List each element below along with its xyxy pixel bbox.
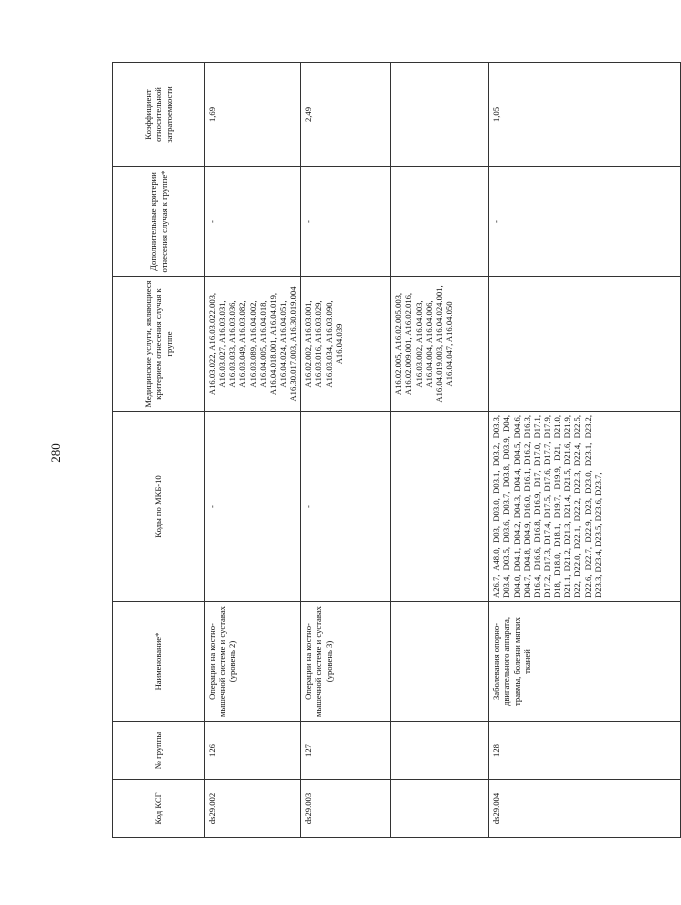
rotated-table-container <box>112 63 603 838</box>
cell-number: 126 <box>205 722 301 780</box>
cell-coef: 2,49 <box>301 63 391 167</box>
cell-services: A16.02.002, A16.03.001, A16.03.016, A16.03.029, A16.03.034, A16.03.090, A16.04.039 <box>301 277 391 412</box>
cell-number: 127 <box>301 722 391 780</box>
cell-services <box>489 277 681 412</box>
ksg-table <box>112 62 681 838</box>
cell-extra: - <box>489 167 681 277</box>
cell-services: A16.03.022, A16.03.022.003, A16.03.027, A16.03.031, A16.03.033, A16.03.036, A16.03.049, A16.03.082, A16.03.089, A16.04.002, A16.04.005, A16.04.018, A16.04.018.001, A16.04.019, A16.04.024, A16.04.051, A16.30.017.003, A16.30.019.004 <box>205 277 301 412</box>
cell-extra: - <box>205 167 301 277</box>
header-number: № группы <box>113 722 205 780</box>
table-viewport <box>112 63 603 838</box>
table-row <box>489 63 681 838</box>
cell-code: ds29.003 <box>301 780 391 838</box>
cell-name <box>391 602 489 722</box>
page-number: 280 <box>48 443 63 463</box>
cell-mkb <box>391 412 489 602</box>
cell-code: ds29.002 <box>205 780 301 838</box>
cell-mkb: A26.7, A48.0, D03, D03.0, D03.1, D03.2, D03.3, D03.4, D03.5, D03.6, D03.7, D03.8, D03.9, D04, D04.0, D04.1, D04.2, D04.3, D04.4, D04.5, D04.6, D04.7, D04.8, D04.9, D16.0, D16.1, D16.2, D16.3, D16.4, D16.6, D16.8, D16.9, D17, D17.0, D17.1, D17.2, D17.3, D17.4, D17.5, D17.6, D17.7, D17.9, D18, D18.0, D18.1, D19.7, D19.9, D21, D21.0, D21.1, D21.2, D21.3, D21.4, D21.5, D21.6, D21.9, D22, D22.0, D22.1, D22.2, D22.3, D22.4, D22.5, D22.6, D22.7, D22.9, D23, D23.0, D23.1, D23.2, D23.3, D23.4, D23.5, D23.6, D23.7, <box>489 412 681 602</box>
cell-code: ds29.004 <box>489 780 681 838</box>
cell-coef: 1,05 <box>489 63 681 167</box>
header-extra: Дополнительные критерии отнесения случая к группе* <box>113 167 205 277</box>
header-coef: Коэффициент относительной затратоемкости <box>113 63 205 167</box>
table-row <box>301 63 391 838</box>
cell-name: Операции на костно-мышечной системе и суставах (уровень 2) <box>205 602 301 722</box>
cell-mkb: - <box>205 412 301 602</box>
header-services: Медицинские услуги, являющиеся критерием отнесения случая к группе <box>113 277 205 412</box>
table-row <box>391 63 489 838</box>
cell-services: A16.02.005, A16.02.005.003, A16.02.009.001, A16.02.016, A16.03.002, A16.04.003, A16.04.004, A16.04.006, A16.04.019.003, A16.04.024.001, A16.04.047, A16.04.050 <box>391 277 489 412</box>
cell-mkb: - <box>301 412 391 602</box>
cell-code <box>391 780 489 838</box>
cell-number: 128 <box>489 722 681 780</box>
cell-name: Заболевания опорно-двигательного аппарата, травмы, болезни мягких тканей <box>489 602 681 722</box>
cell-coef <box>391 63 489 167</box>
cell-extra: - <box>301 167 391 277</box>
header-name: Наименование* <box>113 602 205 722</box>
header-mkb: Коды по МКБ-10 <box>113 412 205 602</box>
table-header-row <box>113 63 205 838</box>
cell-name: Операции на костно-мышечной системе и суставах (уровень 3) <box>301 602 391 722</box>
cell-coef: 1,69 <box>205 63 301 167</box>
cell-number <box>391 722 489 780</box>
header-code: Код КСГ <box>113 780 205 838</box>
cell-extra <box>391 167 489 277</box>
table-row <box>205 63 301 838</box>
